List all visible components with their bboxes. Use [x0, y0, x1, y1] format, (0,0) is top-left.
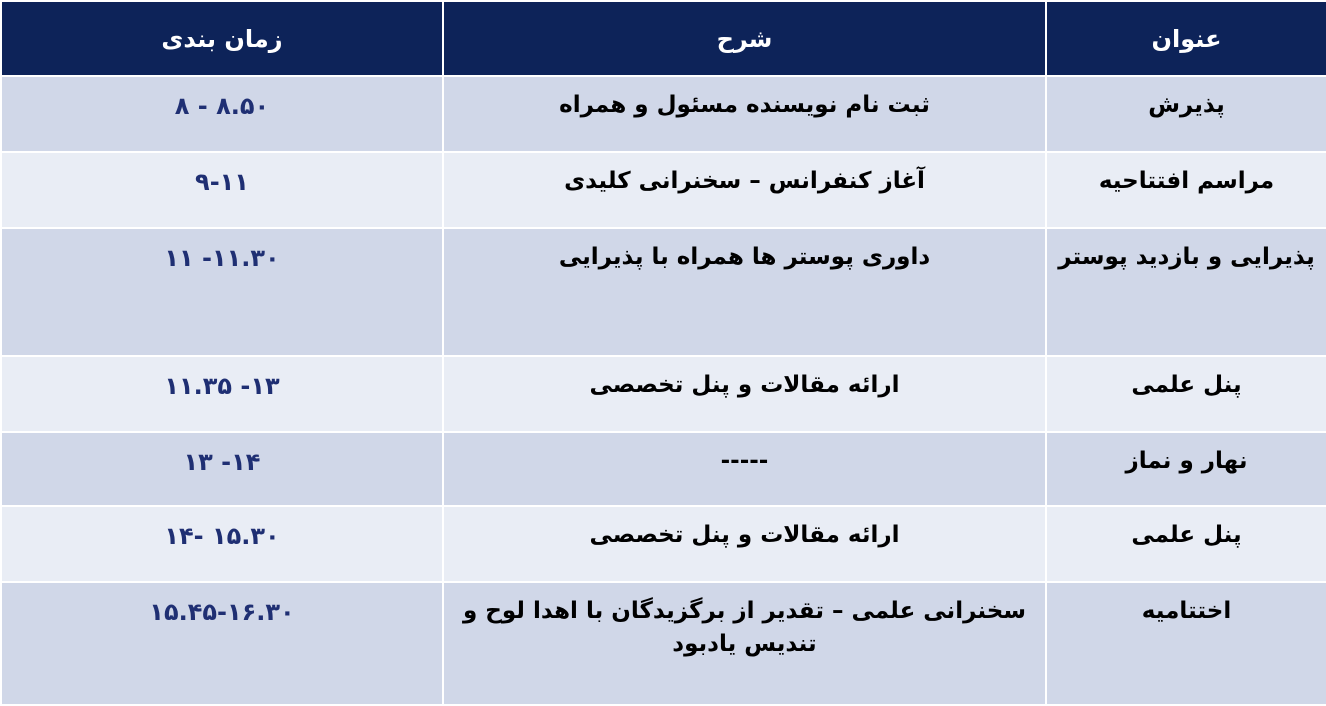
row-time: ۱۳ -۱۴ — [1, 432, 443, 506]
header-title: عنوان — [1046, 1, 1326, 76]
table-row — [1, 506, 1326, 582]
row-description: ----- — [443, 432, 1046, 506]
row-time: ۱۱.۳۵ -۱۳ — [1, 356, 443, 432]
row-title: پنل علمی — [1046, 506, 1326, 582]
row-description: سخنرانی علمی – تقدیر از برگزیدگان با اهدا لوح و تندیس یادبود — [443, 582, 1046, 705]
row-title: نهار و نماز — [1046, 432, 1326, 506]
header-description: شرح — [443, 1, 1046, 76]
row-description: آغاز کنفرانس – سخنرانی کلیدی — [443, 152, 1046, 228]
row-title: مراسم افتتاحیه — [1046, 152, 1326, 228]
table-row — [1, 76, 1326, 152]
row-title: پذیرش — [1046, 76, 1326, 152]
row-time: ۱۵.۴۵-۱۶.۳۰ — [1, 582, 443, 705]
header-time: زمان بندی — [1, 1, 443, 76]
row-description: ارائه مقالات و پنل تخصصی — [443, 506, 1046, 582]
row-description: داوری پوستر ها همراه با پذیرایی — [443, 228, 1046, 356]
table-row — [1, 432, 1326, 506]
row-time: ۸ - ۸.۵۰ — [1, 76, 443, 152]
row-time: ۱۴- ۱۵.۳۰ — [1, 506, 443, 582]
table-row — [1, 582, 1326, 705]
row-description: ثبت نام نویسنده مسئول و همراه — [443, 76, 1046, 152]
header-row — [1, 1, 1326, 76]
row-time: ۹-۱۱ — [1, 152, 443, 228]
table-row — [1, 356, 1326, 432]
row-title: پذیرایی و بازدید پوستر — [1046, 228, 1326, 356]
table-body — [1, 76, 1326, 705]
table-row — [1, 228, 1326, 356]
row-title: اختتامیه — [1046, 582, 1326, 705]
row-description: ارائه مقالات و پنل تخصصی — [443, 356, 1046, 432]
table-row — [1, 152, 1326, 228]
table-header — [1, 1, 1326, 76]
row-time: ۱۱ -۱۱.۳۰ — [1, 228, 443, 356]
row-title: پنل علمی — [1046, 356, 1326, 432]
